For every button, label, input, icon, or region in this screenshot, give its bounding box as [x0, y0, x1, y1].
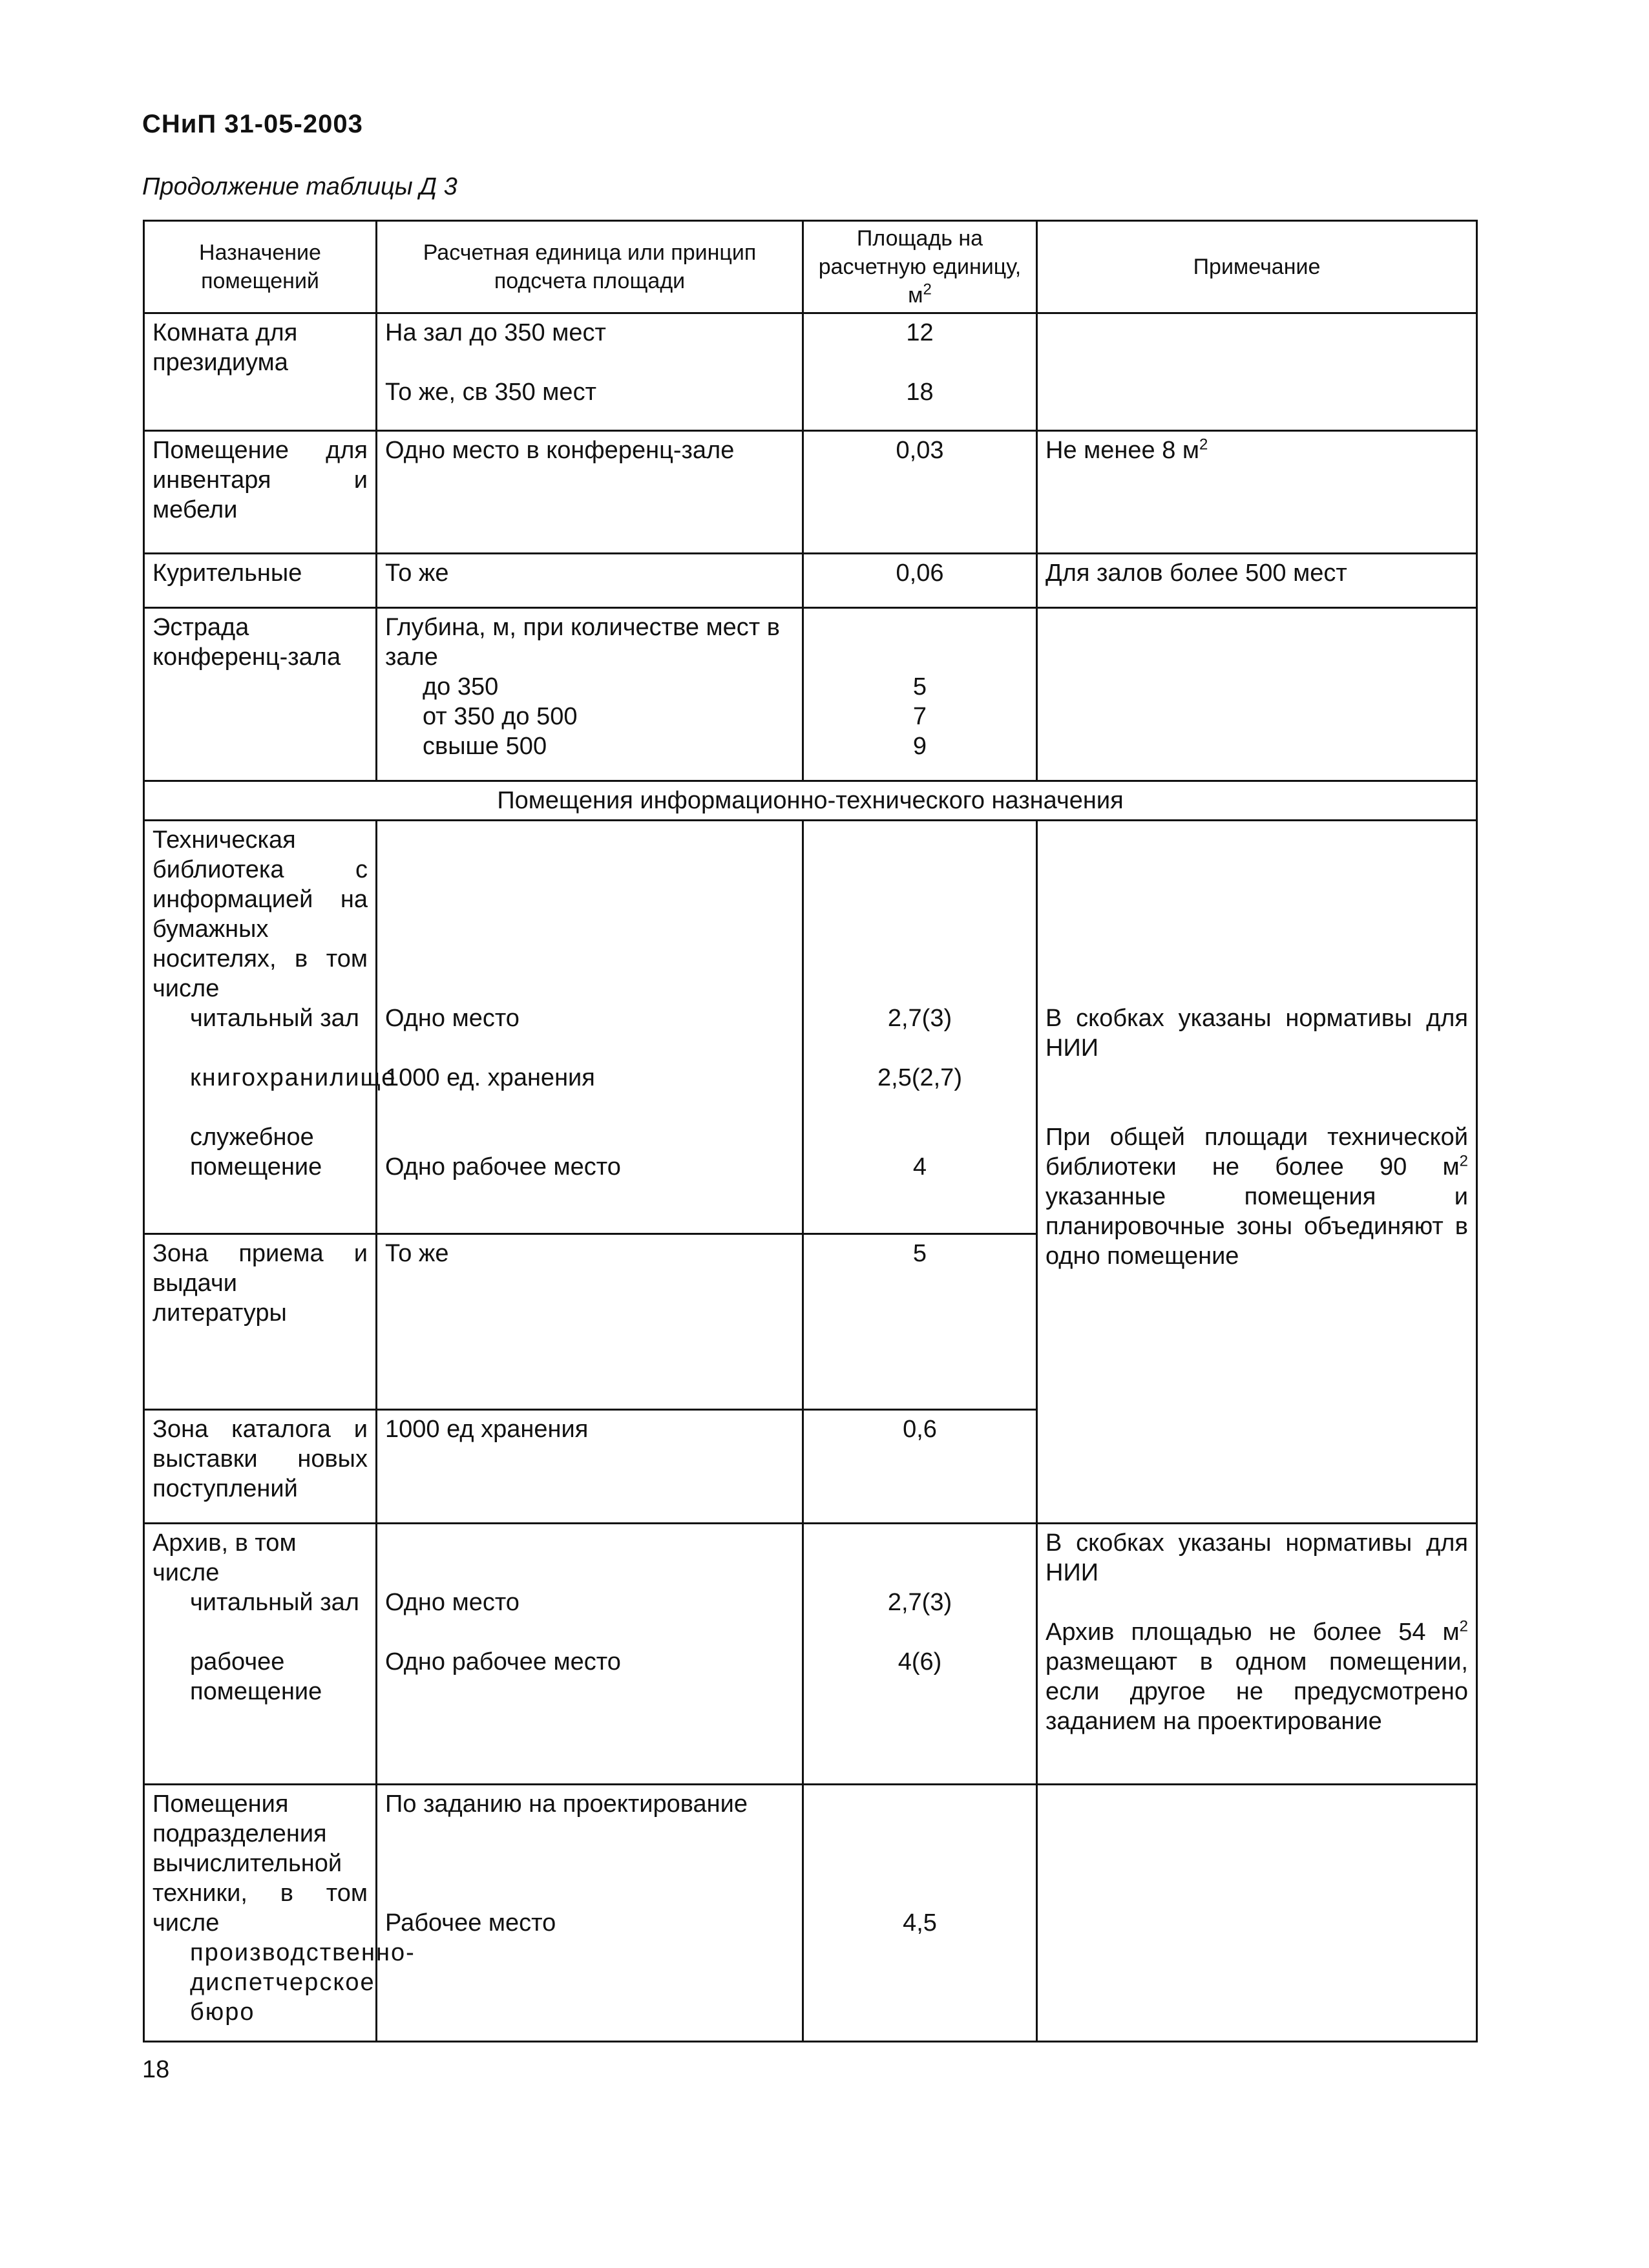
cell-area — [803, 1785, 1037, 2042]
cell-unit — [377, 821, 803, 1234]
note-text: В скобках указаны нормативы для НИИ — [1045, 1005, 1468, 1062]
cell-note: Не менее 8 $м^2$ — [1037, 431, 1477, 554]
archive-name: Архив, в том числе — [152, 1529, 297, 1586]
cell-purpose: Курительные — [144, 554, 377, 608]
cell-area: 0,06 — [803, 554, 1037, 608]
cell-area: 0,03 — [803, 431, 1037, 554]
cell-note — [1037, 1524, 1477, 1785]
header-area: Площадь на расчетную единицу, $м^2$ — [803, 221, 1037, 313]
cell-purpose: Эстрада конференц-зала — [144, 608, 377, 781]
cell-purpose: Помещение для инвентаря и мебели — [144, 431, 377, 554]
subitem-name: производственно-диспетчерское бюро — [190, 1939, 415, 2026]
subitem-name: читальный зал — [190, 1005, 359, 1032]
cell-area — [803, 821, 1037, 1234]
area-value: 2,5(2,7) — [877, 1064, 962, 1091]
table-row — [144, 313, 1477, 431]
table-header-row — [144, 221, 1477, 313]
area-value: 18 — [906, 379, 934, 406]
cell-area: 5 — [803, 1234, 1037, 1410]
cell-area: 0,6 — [803, 1410, 1037, 1524]
norms-table — [143, 220, 1478, 2042]
unit-line: То же, св 350 мест — [385, 379, 596, 406]
table-row — [144, 608, 1477, 781]
table-row — [144, 1785, 1477, 2042]
table-row — [144, 554, 1477, 608]
area-value: 12 — [906, 319, 934, 346]
header-purpose: Назначение помещений — [144, 221, 377, 313]
cell-unit: То же — [377, 1234, 803, 1410]
unit-line: Рабочее место — [385, 1909, 556, 1937]
section-row — [144, 781, 1477, 821]
cell-unit: Одно место в конференц-зале — [377, 431, 803, 554]
area-value: 7 — [912, 703, 927, 730]
cell-unit — [377, 1785, 803, 2042]
subitem-name: читальный зал — [190, 1589, 359, 1616]
page-number: 18 — [142, 2056, 170, 2083]
unit-line: до 350 — [423, 673, 499, 700]
cell-area — [803, 608, 1037, 781]
cell-area — [803, 1524, 1037, 1785]
area-value: 4 — [912, 1153, 927, 1181]
unit-lead: Глубина, м, при количестве мест в зале — [385, 614, 780, 671]
cell-purpose: Комната для президиума — [144, 313, 377, 431]
unit-line: от 350 до 500 — [423, 703, 578, 730]
note-text: Архив площадью не более 54 $м^2$ размещают в одном помещении, если другое не предусмотрено заданием на проектирование — [1045, 1617, 1468, 1735]
unit-line: По заданию на проектирование — [385, 1790, 748, 1818]
area-value: 2,7(3) — [887, 1005, 952, 1032]
cell-note — [1037, 313, 1477, 431]
cell-unit: То же — [377, 554, 803, 608]
subitem-name: служебное помещение — [190, 1124, 322, 1181]
cell-note — [1037, 608, 1477, 781]
document-code: СНиП 31-05-2003 — [142, 110, 363, 138]
unit-line: Одно рабочее место — [385, 1153, 621, 1181]
cell-unit — [377, 608, 803, 781]
cell-purpose — [144, 1524, 377, 1785]
area-value: 9 — [912, 733, 927, 760]
unit-line: Одно рабочее место — [385, 1648, 621, 1675]
table-caption: Продолжение таблицы Д 3 — [142, 173, 457, 200]
computing-name: Помещения подразделения вычислительной техники, в том числе — [152, 1790, 368, 1937]
area-value: 4,5 — [903, 1909, 937, 1937]
subitem-name: книгохранилище — [190, 1064, 397, 1091]
cell-purpose: Зона приема и выдачи литературы — [144, 1234, 377, 1410]
cell-note — [1037, 821, 1477, 1524]
table-row — [144, 821, 1477, 1234]
cell-note: Для залов более 500 мест — [1037, 554, 1477, 608]
library-name: Техническая библиотека с информацией на бумажных носителях, в том числе — [152, 826, 368, 1002]
area-value: 2,7(3) — [887, 1589, 952, 1616]
header-unit: Расчетная единица или принцип подсчета площади — [377, 221, 803, 313]
table-row — [144, 1524, 1477, 1785]
section-title: Помещения информационно-технического назначения — [144, 781, 1477, 821]
unit-line: На зал до 350 мест — [385, 319, 606, 346]
note-text: В скобках указаны нормативы для НИИ — [1045, 1529, 1468, 1586]
note-text: При общей площади технической библиотеки не более 90 $м^2$ указанные помещения и планировочные зоны объединяют в одно помещение — [1045, 1124, 1468, 1270]
cell-unit: 1000 ед хранения — [377, 1410, 803, 1524]
table-row — [144, 431, 1477, 554]
cell-unit — [377, 313, 803, 431]
cell-purpose: Зона каталога и выставки новых поступлений — [144, 1410, 377, 1524]
cell-area — [803, 313, 1037, 431]
subitem-name: рабочее помещение — [190, 1648, 322, 1705]
cell-purpose — [144, 1785, 415, 2042]
area-value: 4(6) — [898, 1648, 942, 1675]
unit-line: Одно место — [385, 1589, 520, 1616]
header-note: Примечание — [1037, 221, 1477, 313]
unit-line: Одно место — [385, 1005, 520, 1032]
area-value: 5 — [912, 673, 927, 700]
cell-purpose — [144, 821, 397, 1234]
unit-line: свыше 500 — [423, 733, 547, 760]
cell-unit — [377, 1524, 803, 1785]
unit-line: 1000 ед. хранения — [385, 1064, 595, 1091]
cell-note — [1037, 1785, 1477, 2042]
